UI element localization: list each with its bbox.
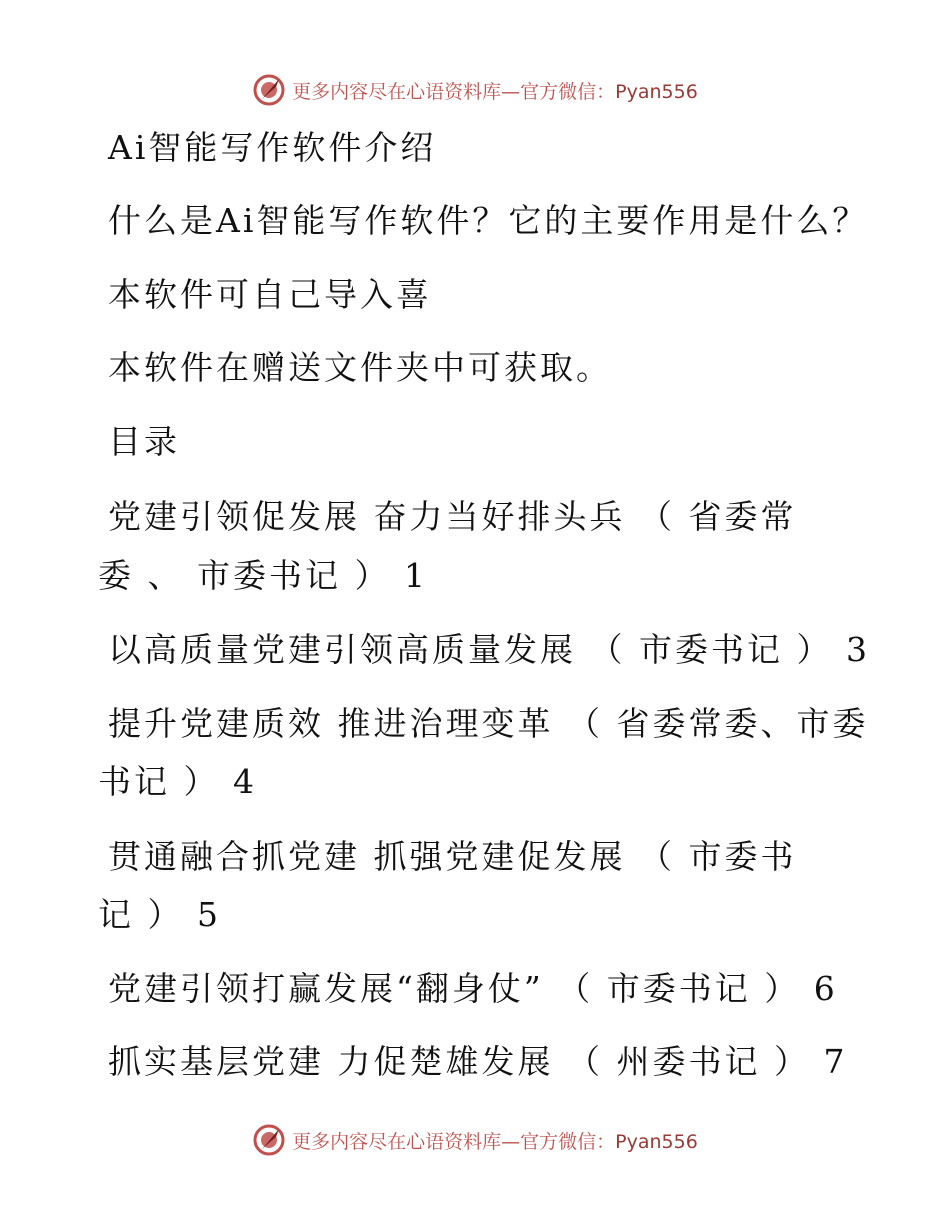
toc-item-continued: 书记 ） 4 — [98, 762, 257, 801]
quill-seal-icon — [252, 73, 286, 107]
doc-question: 什么是Ai智能写作软件？它的主要作用是什么？ — [108, 201, 869, 240]
header-watermark — [0, 70, 950, 110]
toc-item-continued: 委 、 市委书记 ） 1 — [98, 556, 428, 595]
toc-heading: 目录 — [108, 422, 180, 461]
watermark-wechat: Pyan556 — [615, 1130, 698, 1153]
quill-seal-icon — [252, 1123, 286, 1157]
toc-item: 以高质量党建引领高质量发展 （ 市委书记 ） 3 — [108, 630, 870, 669]
footer-watermark — [0, 1120, 950, 1160]
toc-item: 抓实基层党建 力促楚雄发展 （ 州委书记 ） 7 — [108, 1042, 848, 1081]
doc-line-obtain: 本软件在赠送文件夹中可获取。 — [108, 348, 612, 387]
watermark-text: 更多内容尽在心语资料库—官方微信： — [292, 1130, 616, 1153]
watermark-text: 更多内容尽在心语资料库—官方微信： — [292, 80, 616, 103]
doc-title: Ai智能写作软件介绍 — [108, 128, 437, 167]
toc-item: 提升党建质效 推进治理变革 （ 省委常委、市委 — [108, 704, 869, 743]
toc-item-continued: 记 ） 5 — [98, 895, 221, 934]
toc-item: 党建引领促发展 奋力当好排头兵 （ 省委常 — [108, 497, 797, 536]
doc-line-import: 本软件可自己导入喜 — [108, 275, 432, 314]
toc-item: 贯通融合抓党建 抓强党建促发展 （ 市委书 — [108, 837, 797, 876]
watermark-wechat: Pyan556 — [615, 80, 698, 103]
toc-item: 党建引领打赢发展“翻身仗” （ 市委书记 ） 6 — [108, 969, 838, 1008]
